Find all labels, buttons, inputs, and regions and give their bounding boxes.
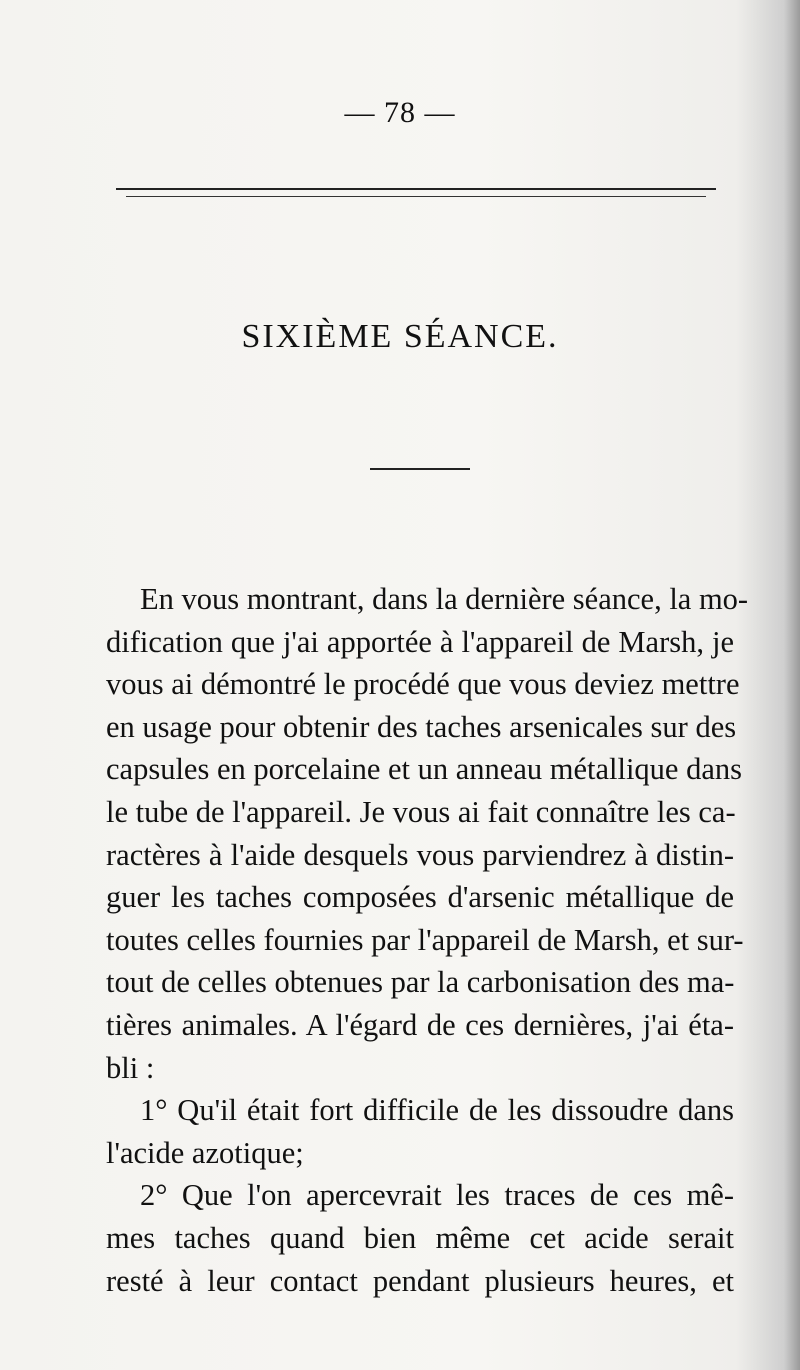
text-line: bli : <box>106 1050 155 1085</box>
text-line: tières animales. A l'égard de ces dernières, j'ai éta- <box>106 1007 734 1042</box>
body-text <box>106 578 749 1302</box>
text-line: 2° Que l'on apercevrait les traces de ces mê- <box>140 1178 734 1213</box>
text-line: en usage pour obtenir des taches arsenicales sur des <box>106 709 737 744</box>
text-line: En vous montrant, dans la dernière séance, la mo- <box>140 582 749 616</box>
text-line: l'acide azotique; <box>106 1135 304 1170</box>
text-line: 1° Qu'il était fort difficile de les dissoudre dans <box>140 1093 734 1128</box>
text-line: toutes celles fournies par l'appareil de Marsh, et sur- <box>106 922 744 957</box>
page-number: — 78 — <box>344 96 456 129</box>
text-line: vous ai démontré le procédé que vous deviez mettre <box>106 667 740 702</box>
header-rule-secondary <box>126 196 706 197</box>
text-line: capsules en porcelaine et un anneau métallique dans <box>106 752 743 787</box>
title-separator-rule <box>370 468 470 470</box>
text-line: tout de celles obtenues par la carbonisation des ma- <box>106 965 735 1000</box>
text-line: dification que j'ai apportée à l'appareil de Marsh, je <box>106 624 734 659</box>
text-line: guer les taches composées d'arsenic métallique de <box>106 880 734 915</box>
header-rule <box>116 188 716 190</box>
text-line: ractères à l'aide desquels vous parviendrez à distin- <box>106 837 734 872</box>
text-line: le tube de l'appareil. Je vous ai fait connaître les ca- <box>106 794 736 829</box>
text-line: resté à leur contact pendant plusieurs heures, et <box>106 1263 734 1298</box>
text-line: mes taches quand bien même cet acide serait <box>106 1220 734 1255</box>
chapter-title: SIXIÈME SÉANCE. <box>241 318 559 355</box>
